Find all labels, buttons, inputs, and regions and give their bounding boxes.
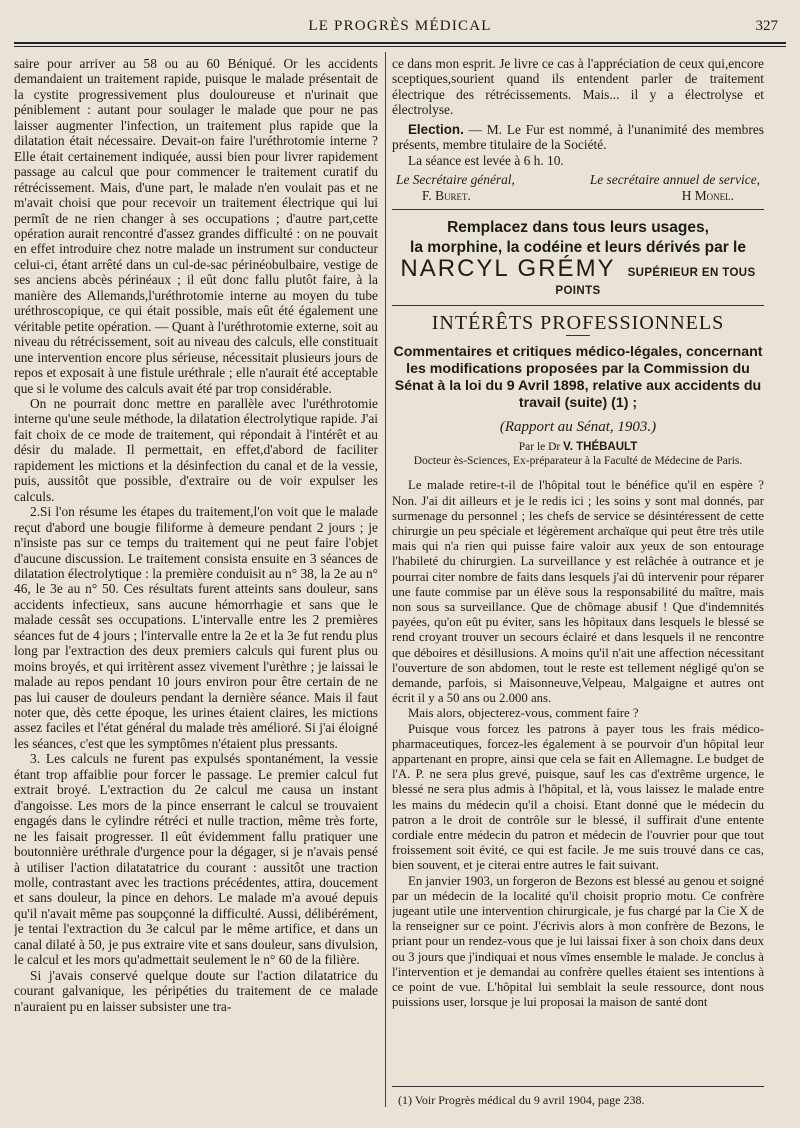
- ad-brand-row: [392, 255, 764, 299]
- page-number: 327: [755, 18, 778, 34]
- secretary-general-name: F. Buret.: [422, 187, 471, 203]
- paragraph: 2.Si l'on résume les étapes du traitement,l'on voit que le malade reçut d'abord une bougie filiforme à demeure pendant 2 jours ; je n'insiste pas sur ce temps du traitement qui ne peut faire l'objet d'aucune discussion. Le traitement consista ensuite en 3 séances de dilatation électrolytique : la première conduisit au n° 38, la 2e au n° 46, le 3e au n° 50. Ces résultats furent atteints sans douleur, sans accidents infectieux, sans aucune hémorrhagie et sans que le malade cessât ses occupations. L'intervalle entre les 2 premières séances fut de 4 jours ; l'intervalle entre la 2e et la 3e fut rendu plus long par l'extraction des deux premiers calculs qui furent plus ou moins broyés, et qui irritèrent assez vivement l'urèthre ; je laissai le malade au repos pendant 10 jours environ pour être certain de ne pas lui causer de douleurs pendant la dernière séance. Mais il faut noter que, dès cette époque, les urines étaient claires, les mictions assez faciles et l'état général du malade très amélioré. Si j'ai éloigné les séances, c'est que les symptômes n'étaient plus pressants.: [14, 504, 378, 751]
- author-name: V. THÉBAULT: [563, 440, 638, 453]
- annual-secretary-title: Le secrétaire annuel de service,: [589, 172, 760, 188]
- ad-headline: Remplacez dans tous leurs usages,: [447, 219, 709, 237]
- paragraph: Le malade retire-t-il de l'hôpital tout le bénéfice qu'il en espère ? Non. J'ai dit ailleurs et je le redis ici ; les soins y sont mal donnés, par surmenage du personnel ; les chefs de service se désintéressent de cette chirurgie un peu spéciale et légèrement archaïque qui peut être très utile mais qui n'a rien qui puisse faire valoir aux yeux de son entourage l'habileté du chirurgien. La surveillance y est relâchée à outrance et je pourrai citer nombre de faits dans lesquels j'ai dû intervenir pour réparer une faute commise par un élève sous la responsabilité du maître, mais non sous sa surveillance. Que de chômage abusif ! Que d'indemnités payées, qu'on eût pu éviter, sans les hôpitaux dans lesquels le blessé se rend croyant trouver un secours éclairé et dans lesquels il ne rencontre que déboires et désillusions. A moins qu'il n'ait une affection nécessitant l'ouverture de son abdomen, tout le reste est tellement négligé qu'on se demande, parfois, si Maisonneuve,Velpeau, Malgaigne et autres ont écrit il y a 50 ans ou 2.000 ans.: [392, 478, 764, 706]
- heading-rule: [566, 335, 590, 336]
- election-text: — M. Le Fur est nommé, à l'unanimité des membres présents, membre titulaire de la Société.: [392, 121, 764, 153]
- header-rule: [14, 42, 786, 44]
- footnote-text: (1) Voir Progrès médical du 9 avril 1904, page 238.: [398, 1093, 645, 1107]
- paragraph: saire pour arriver au 58 ou au 60 Béniqué. Or les accidents demandaient un traitement rapide, puisque le malade présentait de la cystite progressivement plus douloureuse et n'urinait que péniblement : autant pour soulager le malade que pour ne pas laisser augmenter l'infection, un traitement plus rapide que la dilatation était nécessaire. Devait-on faire l'uréthrotomie interne ? Elle était certainement indiquée, aussi bien pour livrer rapidement passage au calcul que pour commencer le traitement curatif du rétrécissement. Mais, d'une part, le malade n'en voulait pas et ne m'avait choisi que pour recevoir un traitement électrique qui lui permît de ne rien changer à ses occupations ; d'autre part,cette opération aurait rencontré d'assez grandes difficulté : on ne pouvait en effet introduire chez notre malade un instrument sur conducteur celui-ci, étant arrêté dans un cul-de-sac périnéobulbaire, vestige de ses anciens abcès périnéaux ; il eût donc fallu plutôt faire, à la manière des Allemands,l'uréthrotomie interne au moyen du tube uréthroscopique, ce qui était possible, mais eût été également une véritable petite opération. — Quant à l'uréthrotomie externe, soit au niveau du rétrécissement, soit au niveau des calculs, elle constituait une intervention encore plus sérieuse, nécessitait plusieurs jours de repos et exposait à une fistule uréthrale ; elle n'aurait été acceptable que si le volume des calculs avait été par trop considérable.: [14, 56, 378, 396]
- byline-prefix: Par le Dr: [518, 440, 564, 453]
- annual-secretary-name: H Monel.: [681, 187, 734, 203]
- ad-brand: NARCYL GRÉMY: [400, 255, 616, 283]
- byline: [392, 440, 764, 455]
- paragraph: On ne pourrait donc mettre en parallèle avec l'uréthrotomie interne qu'une seule méthode, la dilatation électrolytique rapide. J'ai fait choix de ce mode de traitement, qui répondait à l'intérêt et au désir du malade. Il permettait, en effet,d'abord de faciliter rapidement les mictions et la désinfection du canal et de la vessie, puis, aussitôt que possible, d'extraire ou de voir expulser les calculs.: [14, 395, 378, 504]
- footnote-rule: [392, 1086, 764, 1087]
- running-header: [14, 14, 786, 40]
- paragraph: En janvier 1903, un forgeron de Bezons est blessé au genou et soigné par un médecin de la localité qu'il choisit proprio motu. Ce confrère jugeant utile une intervention chirurgicale, je fus chargé par la Cie X de la renseigner sur ce point. J'écrivis alors à mon confrère de Bezons, le priant pour un rendez-vous que je lui laissai fixer à son choix dans deux ou 3 jours que j'indiquai et nous vîmes ensemble le malade. Je conclus à l'intervention et je demandai au confrère quelles étaient ses intentions à ce point de vue. L'hôpital lui semblait la seule ressource, dont nous puissions user, lorsque je lui proposai la maison de santé dont: [392, 873, 764, 1010]
- paragraph: 3. Les calculs ne furent pas expulsés spontanément, la vessie étant trop affaiblie pour forcer le passage. Le premier calcul fut extrait broyé. L'extraction du 2e calcul me causa un instant d'angoisse. Les mors de la pince enserrant le calcul se trouvaient engagés dans le cylindre rétréci et nulle traction, même très forte, ne les faisait progresser. Il eût évidemment fallu pratiquer une boutonnière uréthrale d'urgence pour la dégager, si je n'avais pensé à utiliser l'action dilatatatrice du courant : aussitôt une traction molle, contrastant avec les tractions précédentes, attira, doucement et sans douleur, la pince en dehors. Le malade m'a avoué depuis qu'il n'avait même pas soupçonné la difficulté. Aussi, délibérément, je tentai l'extraction du 3e calcul par le même artifice, et dans un canal dilaté à 50, je pus extraire vite et sans douleur, sans divulsion, le calcul et les mors qu'admettait seulement le n° 60 de la filière.: [14, 751, 378, 968]
- journal-title: LE PROGRÈS MÉDICAL: [308, 18, 492, 34]
- session-closing: La séance est levée à 6 h. 10.: [408, 152, 564, 168]
- ad-tagline: SUPÉRIEUR EN TOUS POINTS: [555, 267, 756, 297]
- footnote: [392, 1093, 764, 1108]
- signature-names: [392, 188, 764, 203]
- paragraph: Mais alors, objecterez-vous, comment faire ?: [408, 706, 639, 721]
- ad-subheadline: la morphine, la codéine et leurs dérivés par le: [410, 239, 746, 257]
- article-title: Commentaires et critiques médico-légales, concernant les modifications proposées par la Commission du Sénat à la loi du 9 Avril 1898, relative aux accidents du travail (suite) (1) ;: [393, 344, 763, 412]
- signature-titles: [392, 172, 764, 187]
- article-body: [392, 478, 764, 1010]
- left-column: [14, 56, 378, 1116]
- section-heading: INTÉRÊTS PROFESSIONNELS: [431, 311, 725, 334]
- secretary-general-title: Le Secrétaire général,: [396, 172, 515, 188]
- election-notice: [392, 122, 764, 153]
- paragraph: Si j'avais conservé quelque doute sur l'action dilatatrice du courant galvanique, les péripéties du traitement de ce malade n'auraient pu en laisser subsister une tra-: [14, 967, 378, 1014]
- election-label: Election.: [408, 121, 464, 137]
- advertisement: [392, 218, 764, 299]
- section-divider: [392, 305, 764, 306]
- section-divider: [392, 209, 764, 210]
- paragraph: Puisque vous forcez les patrons à payer tous les frais médico-pharmaceutiques, forcez-les également à se pourvoir d'un hôpital leur appartenant en propre, ainsi que cela se fait en Allemagne. Le budget de l'A. P. ne sera plus grevé, puisque, sauf les cas d'extrême urgence, le blessé ne sera plus admis à l'hôpital, et là, vous laissez le malade entre les mains du médecin qu'il a choisi. Etant donné que le médecin du patron a le droit de contrôle sur le blessé, il suffirait d'une entente cordiale entre médecin du patron et médecin de l'ouvrier pour que tout froissement soit évité, ce qui est facile. Je me suis trouvé dans ce cas, bien souvent, et je citerai entre autres le fait suivant.: [392, 721, 764, 873]
- author-affiliation: Docteur ès-Sciences, Ex-préparateur à la Faculté de Médecine de Paris.: [413, 455, 743, 468]
- paragraph: ce dans mon esprit. Je livre ce cas à l'appréciation de ceux qui,encore sceptiques,sourient quand ils entendent parler de traitement électrique des rétrécissements. Mais... il y a électrolyse et électrolyse.: [392, 56, 764, 118]
- column-separator: [385, 52, 386, 1107]
- header-rule-thin: [14, 46, 786, 47]
- article-subtitle: (Rapport au Sénat, 1903.): [499, 419, 657, 436]
- right-column: [392, 56, 764, 1116]
